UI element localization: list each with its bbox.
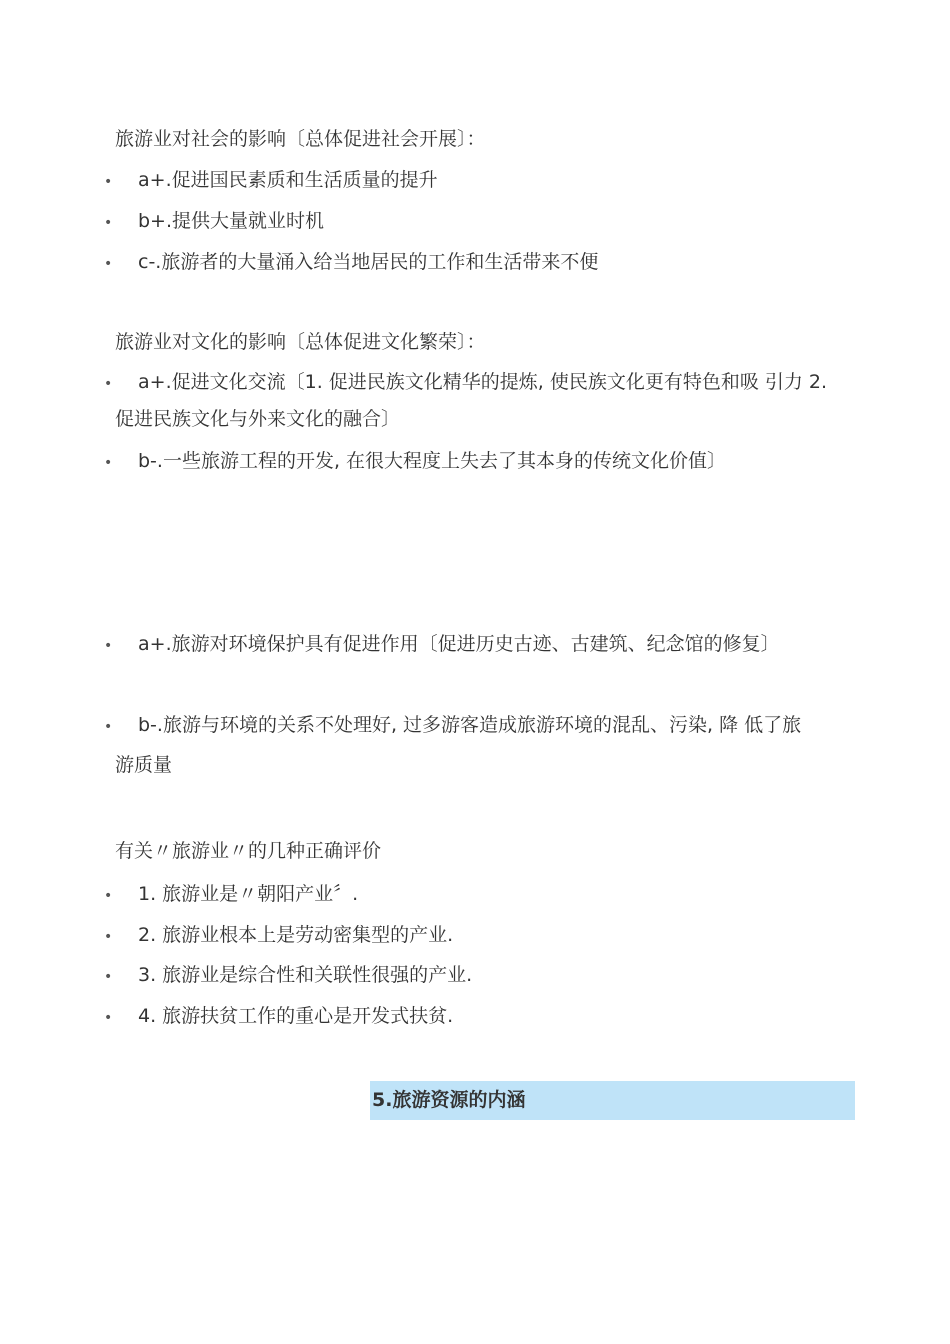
culture-bullet-a-line1: a+.促进文化交流〔1. 促进民族文化精华的提炼, 使民族文化更有特色和吸 引力 2. [138, 371, 828, 393]
bullet-dot: • [104, 888, 113, 904]
evaluation-heading: 有关〃旅游业〃的几种正确评价 [115, 840, 382, 862]
bullet-dot: • [104, 929, 113, 945]
section-5-heading-highlight [370, 1081, 855, 1120]
bullet-dot: • [104, 638, 113, 654]
section-5-title: 5.旅游资源的内涵 [372, 1089, 526, 1111]
bullet-dot: • [104, 455, 113, 471]
bullet-dot: • [104, 719, 113, 735]
bullet-dot: • [104, 969, 113, 985]
environment-bullet-b-line1: b-.旅游与环境的关系不处理好, 过多游客造成旅游环境的混乱、污染, 降 低了旅 [138, 714, 802, 736]
bullet-dot: • [104, 1010, 113, 1026]
environment-bullet-b-line2: 游质量 [115, 754, 173, 776]
evaluation-item-4: 4. 旅游扶贫工作的重心是开发式扶贫. [138, 1005, 454, 1027]
culture-bullet-a-line2: 促进民族文化与外来文化的融合〕 [115, 408, 401, 430]
social-heading: 旅游业对社会的影响〔总体促进社会开展〕： [115, 128, 486, 150]
evaluation-item-1: 1. 旅游业是〃朝阳产业〞. [138, 883, 359, 905]
social-bullet-c: c-.旅游者的大量涌入给当地居民的工作和生活带来不便 [138, 251, 599, 273]
culture-heading: 旅游业对文化的影响〔总体促进文化繁荣〕： [115, 331, 486, 353]
evaluation-item-3: 3. 旅游业是综合性和关联性很强的产业. [138, 964, 473, 986]
social-bullet-a: a+.促进国民素质和生活质量的提升 [138, 169, 438, 191]
bullet-dot: • [104, 174, 113, 190]
culture-bullet-b: b-.一些旅游工程的开发, 在很大程度上失去了其本身的传统文化价值〕 [138, 450, 727, 472]
bullet-dot: • [104, 376, 113, 392]
bullet-dot: • [104, 256, 113, 272]
environment-bullet-a: a+.旅游对环境保护具有促进作用〔促进历史古迹、古建筑、纪念馆的修复〕 [138, 633, 780, 655]
social-bullet-b: b+.提供大量就业时机 [138, 210, 325, 232]
evaluation-item-2: 2. 旅游业根本上是劳动密集型的产业. [138, 924, 454, 946]
bullet-dot: • [104, 215, 113, 231]
